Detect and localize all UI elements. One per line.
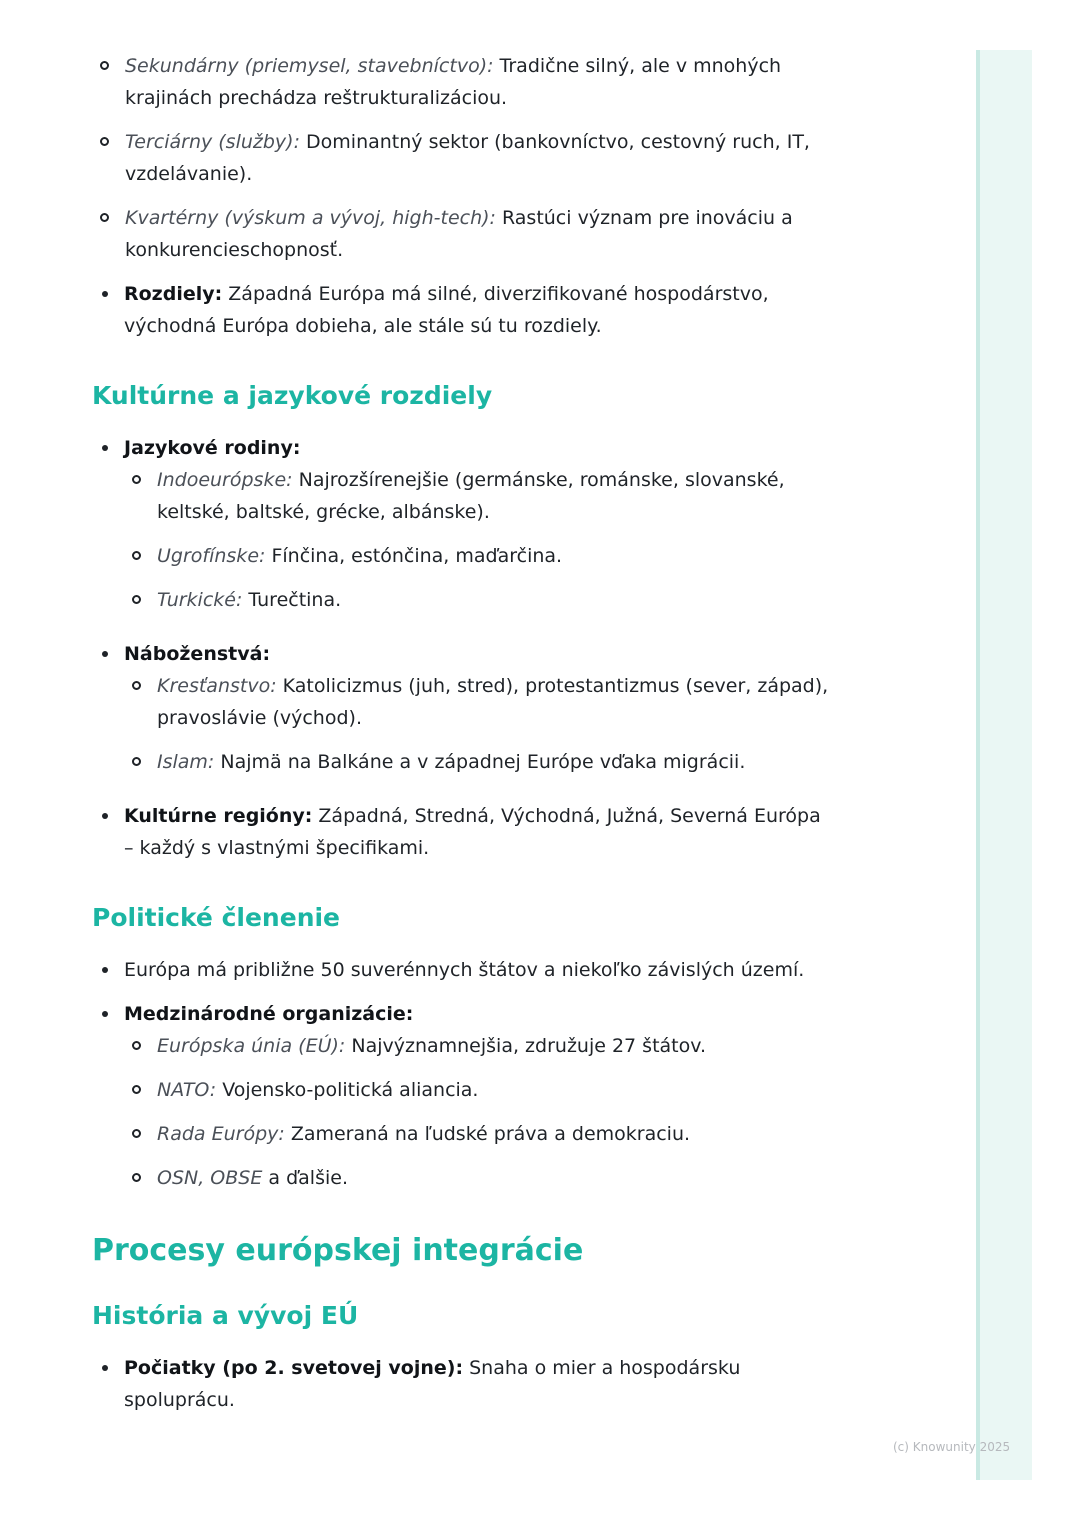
culture-list [92,432,832,864]
org-text: a ďalšie. [262,1167,348,1189]
religions-item [92,638,832,778]
regions-label: Kultúrne regióny: [124,805,313,827]
rozdiely-list [92,278,832,342]
copyright-footer: (c) Knowunity 2025 [893,1440,1011,1454]
culture-heading: Kultúrne a jazykové rozdiely [92,381,493,410]
religion-label: Islam: [157,751,215,773]
integration-heading: Procesy európskej integrácie [92,1233,584,1268]
org-text: Zameraná na ľudské práva a demokraciu. [284,1123,691,1145]
sector-label: Kvartérny (výskum a vývoj, high-tech): [125,207,496,229]
sector-text: Dominantný sektor (bankovníctvo, cestovný ruch, IT, vzdelávanie). [125,131,810,185]
languages-item [92,432,832,616]
list-item [92,50,832,114]
orgs-sublist [124,1030,832,1194]
sector-label: Terciárny (služby): [125,131,300,153]
list-item [124,670,832,734]
sector-text: Tradične silný, ale v mnohých krajinách prechádza reštrukturalizáciou. [125,55,782,109]
language-label: Ugrofínske: [157,545,266,567]
beginnings-text: Snaha o mier a hospodársku spoluprácu. [124,1357,741,1411]
orgs-item [92,998,832,1194]
list-item [124,1162,832,1194]
sector-label: Sekundárny (priemysel, stavebníctvo): [125,55,494,77]
politics-heading: Politické členenie [92,903,341,932]
economy-list [92,50,832,266]
rozdiely-label: Rozdiely: [124,283,223,305]
language-label: Indoeurópske: [157,469,293,491]
politics-list [92,954,832,1194]
language-text: Turečtina. [242,589,342,611]
regions-text: Západná, Stredná, Východná, Južná, Severná Európa – každý s vlastnými špecifikami. [124,805,821,859]
list-item [92,202,832,266]
languages-sublist [124,464,832,616]
religion-label: Kresťanstvo: [157,675,277,697]
language-label: Turkické: [157,589,243,611]
org-label: Európska únia (EÚ): [157,1035,346,1057]
list-item [92,126,832,190]
list-item [124,1074,832,1106]
org-text: Vojensko-politická aliancia. [216,1079,479,1101]
states-text: Európa má približne 50 suverénnych štátov a niekoľko závislých území. [124,959,805,981]
org-label: NATO: [157,1079,217,1101]
beginnings-item [92,1352,832,1416]
economy-sectors-item [60,50,832,266]
language-text: Fínčina, estónčina, maďarčina. [265,545,563,567]
states-item [92,954,832,986]
beginnings-label: Počiatky (po 2. svetovej vojne): [124,1357,464,1379]
list-item [124,540,832,572]
eu-history-heading: História a vývoj EÚ [92,1301,359,1330]
rozdiely-text: Západná Európa má silné, diverzifikované hospodárstvo, východná Európa dobieha, ale stále sú tu rozdiely. [124,283,769,337]
list-item [124,1118,832,1150]
religion-text: Katolicizmus (juh, stred), protestantizmus (sever, západ), pravoslávie (východ). [157,675,829,729]
list-item [124,464,832,528]
org-label: OSN, OBSE [157,1167,263,1189]
list-item [124,1030,832,1062]
religions-sublist [124,670,832,778]
religion-text: Najmä na Balkáne a v západnej Európe vďaka migrácii. [214,751,746,773]
orgs-label: Medzinárodné organizácie: [124,1003,414,1025]
list-item [124,746,832,778]
side-panel [976,50,1032,1480]
list-item [124,584,832,616]
rozdiely-item [92,278,832,342]
org-text: Najvýznamnejšia, združuje 27 štátov. [345,1035,707,1057]
eu-history-list [92,1352,832,1416]
languages-label: Jazykové rodiny: [124,437,301,459]
regions-item [92,800,832,864]
document-content [92,50,832,1428]
economy-sectors-sublist [92,50,832,266]
sector-text: Rastúci význam pre inováciu a konkurencieschopnosť. [125,207,793,261]
language-text: Najrozšírenejšie (germánske, románske, slovanské, keltské, baltské, grécke, albánske). [157,469,785,523]
org-label: Rada Európy: [157,1123,285,1145]
religions-label: Náboženstvá: [124,643,271,665]
